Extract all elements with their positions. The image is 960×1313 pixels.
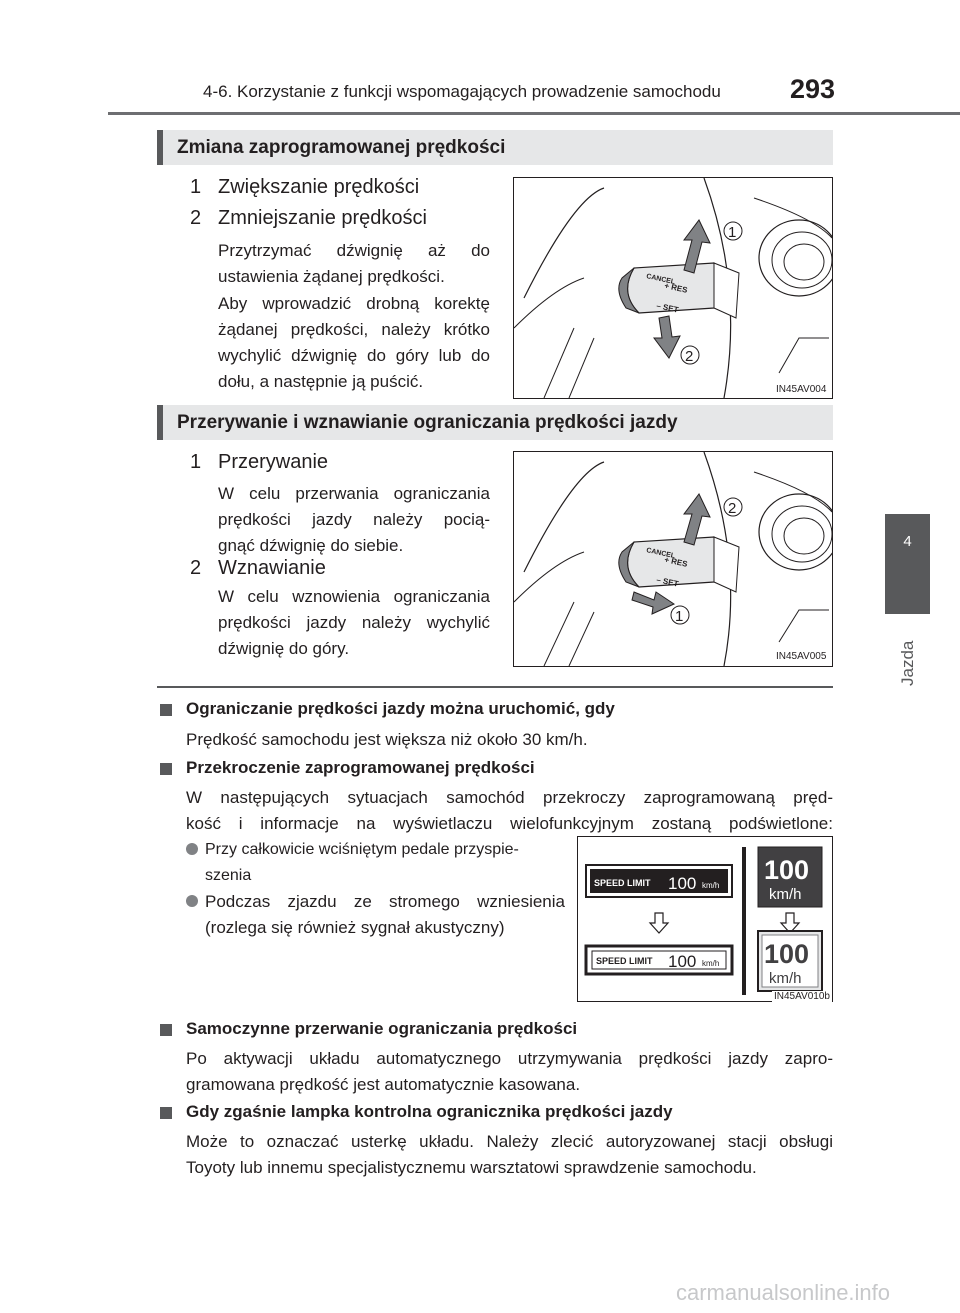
text-line: prędkości jazdy należy wychylić — [218, 613, 490, 632]
display-illustration — [578, 837, 832, 1001]
note-text: Prędkość samochodu jest większa niż około 30 km/h. — [186, 730, 588, 749]
note-heading: Samoczynne przerwanie ograniczania prędkości — [186, 1019, 578, 1038]
paragraph — [218, 584, 490, 662]
note-square-icon — [160, 704, 172, 716]
lever-res-label: + RES — [663, 281, 689, 295]
bullet-dot-icon — [186, 843, 198, 855]
bullet-dot-icon — [186, 895, 198, 907]
arrow-down — [654, 316, 680, 358]
text-line: dźwignię do góry. — [218, 639, 350, 658]
callout-2: 2 — [728, 500, 737, 517]
notes-divider — [157, 686, 833, 688]
item-title: Zwiększanie prędkości — [218, 176, 420, 198]
paragraph — [218, 238, 490, 290]
section-heading-2 — [157, 405, 833, 440]
item-number: 2 — [190, 557, 202, 579]
text-line: kość i informacje na wyświetlaczu wielofunkcyjnym zostaną podświetlone: — [186, 814, 833, 833]
note-text — [186, 1129, 833, 1181]
text-line: W celu przerwania ograniczania — [218, 484, 490, 503]
note-heading: Gdy zgaśnie lampka kontrolna ogranicznika prędkości jazdy — [186, 1102, 673, 1121]
paragraph — [218, 481, 490, 559]
lever-cancel-label: CANCEL — [645, 273, 676, 287]
watermark: carmanualsonline.info — [676, 1280, 891, 1305]
text-line: Po aktywacji układu automatycznego utrzymywania prędkości jazdy zapro- — [186, 1049, 833, 1068]
text-line: gramowana prędkość jest automatycznie kasowana. — [186, 1075, 581, 1094]
lever-figure-1 — [513, 177, 833, 399]
text-line: Podczas zjazdu ze stromego wzniesienia — [205, 892, 565, 911]
text-line: żądanej prędkości, należy krótko — [218, 320, 490, 339]
callout-1: 1 — [675, 608, 684, 625]
note-square-icon — [160, 763, 172, 775]
figure-code: IN45AV005 — [776, 651, 827, 662]
text-line: Może to oznaczać usterkę układu. Należy zlecić autoryzowanej stacji obsługi — [186, 1132, 833, 1151]
item-number: 1 — [190, 451, 202, 473]
header-rule — [108, 112, 960, 115]
lever-set-label: – SET — [655, 575, 680, 589]
arrow-down-icon — [650, 913, 668, 933]
lever-set-label: – SET — [655, 301, 680, 315]
chapter-tab — [885, 514, 930, 614]
text-line: (rozlega się również sygnał akustyczny) — [205, 918, 505, 937]
speed-unit: km/h — [702, 959, 720, 968]
paragraph — [218, 291, 490, 395]
text-line: Przytrzymać dźwignię aż do — [218, 241, 490, 260]
speed-limit-label: SPEED LIMIT — [596, 956, 653, 966]
section-heading-1 — [157, 130, 833, 165]
figure-code: IN45AV004 — [776, 384, 827, 395]
lever-illustration — [514, 178, 832, 398]
note-square-icon — [160, 1107, 172, 1119]
bullet-text — [205, 837, 565, 889]
bullet-text — [205, 889, 565, 941]
text-line: ustawienia żądanej prędkości. — [218, 267, 445, 286]
text-line: wychylić dźwignię do góry lub do — [218, 346, 490, 365]
text-line: gnąć dźwignię do siebie. — [218, 536, 404, 555]
section-heading-2-text: Przerywanie i wznawianie ograniczania prędkości jazdy — [177, 412, 678, 433]
item-number: 2 — [190, 207, 202, 229]
text-line: Toyoty lub innemu specjalistycznemu warsztatowi sprawdzenie samochodu. — [186, 1158, 757, 1177]
text-line: szenia — [205, 867, 252, 884]
item-title: Przerywanie — [218, 451, 329, 473]
speed-sign-value-lit: 100 — [764, 855, 810, 885]
page-number: 293 — [790, 74, 836, 104]
text-line: prędkości jazdy należy pocią- — [218, 510, 490, 529]
text-line: Aby wprowadzić drobną korektę — [218, 294, 490, 313]
callout-2: 2 — [685, 348, 694, 365]
speed-sign-unit: km/h — [769, 970, 802, 987]
lever-cancel-label: CANCEL — [645, 547, 676, 561]
chapter-tab-number: 4 — [903, 533, 912, 550]
section-heading-1-text: Zmiana zaprogramowanej prędkości — [177, 137, 506, 158]
text-line: W celu wznowienia ograniczania — [218, 587, 490, 606]
speed-value-lit: 100 — [668, 874, 697, 893]
note-heading: Ograniczanie prędkości jazdy można uruchomić, gdy — [186, 699, 615, 718]
speed-unit-lit: km/h — [702, 881, 720, 890]
item-title: Wznawianie — [218, 557, 326, 579]
note-text — [186, 1046, 833, 1098]
speed-value: 100 — [668, 952, 697, 971]
lever-figure-2 — [513, 451, 833, 667]
text-line: Przy całkowicie wciśniętym pedale przyspie- — [205, 841, 519, 858]
text-line: W następujących sytuacjach samochód przekroczy zaprogramowaną pręd- — [186, 788, 833, 807]
speed-sign-value: 100 — [764, 939, 810, 969]
arrow-pull — [632, 592, 674, 614]
note-heading: Przekroczenie zaprogramowanej prędkości — [186, 758, 535, 777]
figure-code: IN45AV010b — [774, 991, 830, 1002]
speed-limit-label-lit: SPEED LIMIT — [594, 878, 651, 888]
lever-res-label: + RES — [663, 555, 689, 569]
chapter-tab-label-box — [888, 626, 928, 686]
item-title: Zmniejszanie prędkości — [218, 207, 427, 229]
note-square-icon — [160, 1024, 172, 1036]
chapter-title: 4-6. Korzystanie z funkcji wspomagających prowadzenie samochodu — [203, 82, 721, 101]
text-line: dołu, a następnie ją puścić. — [218, 372, 424, 391]
callout-1: 1 — [728, 224, 737, 241]
note-text — [186, 785, 833, 837]
display-figure — [577, 836, 833, 1002]
chapter-tab-label: Jazda — [898, 640, 917, 686]
item-number: 1 — [190, 176, 202, 198]
lever-illustration — [514, 452, 832, 666]
speed-sign-unit-lit: km/h — [769, 886, 802, 903]
